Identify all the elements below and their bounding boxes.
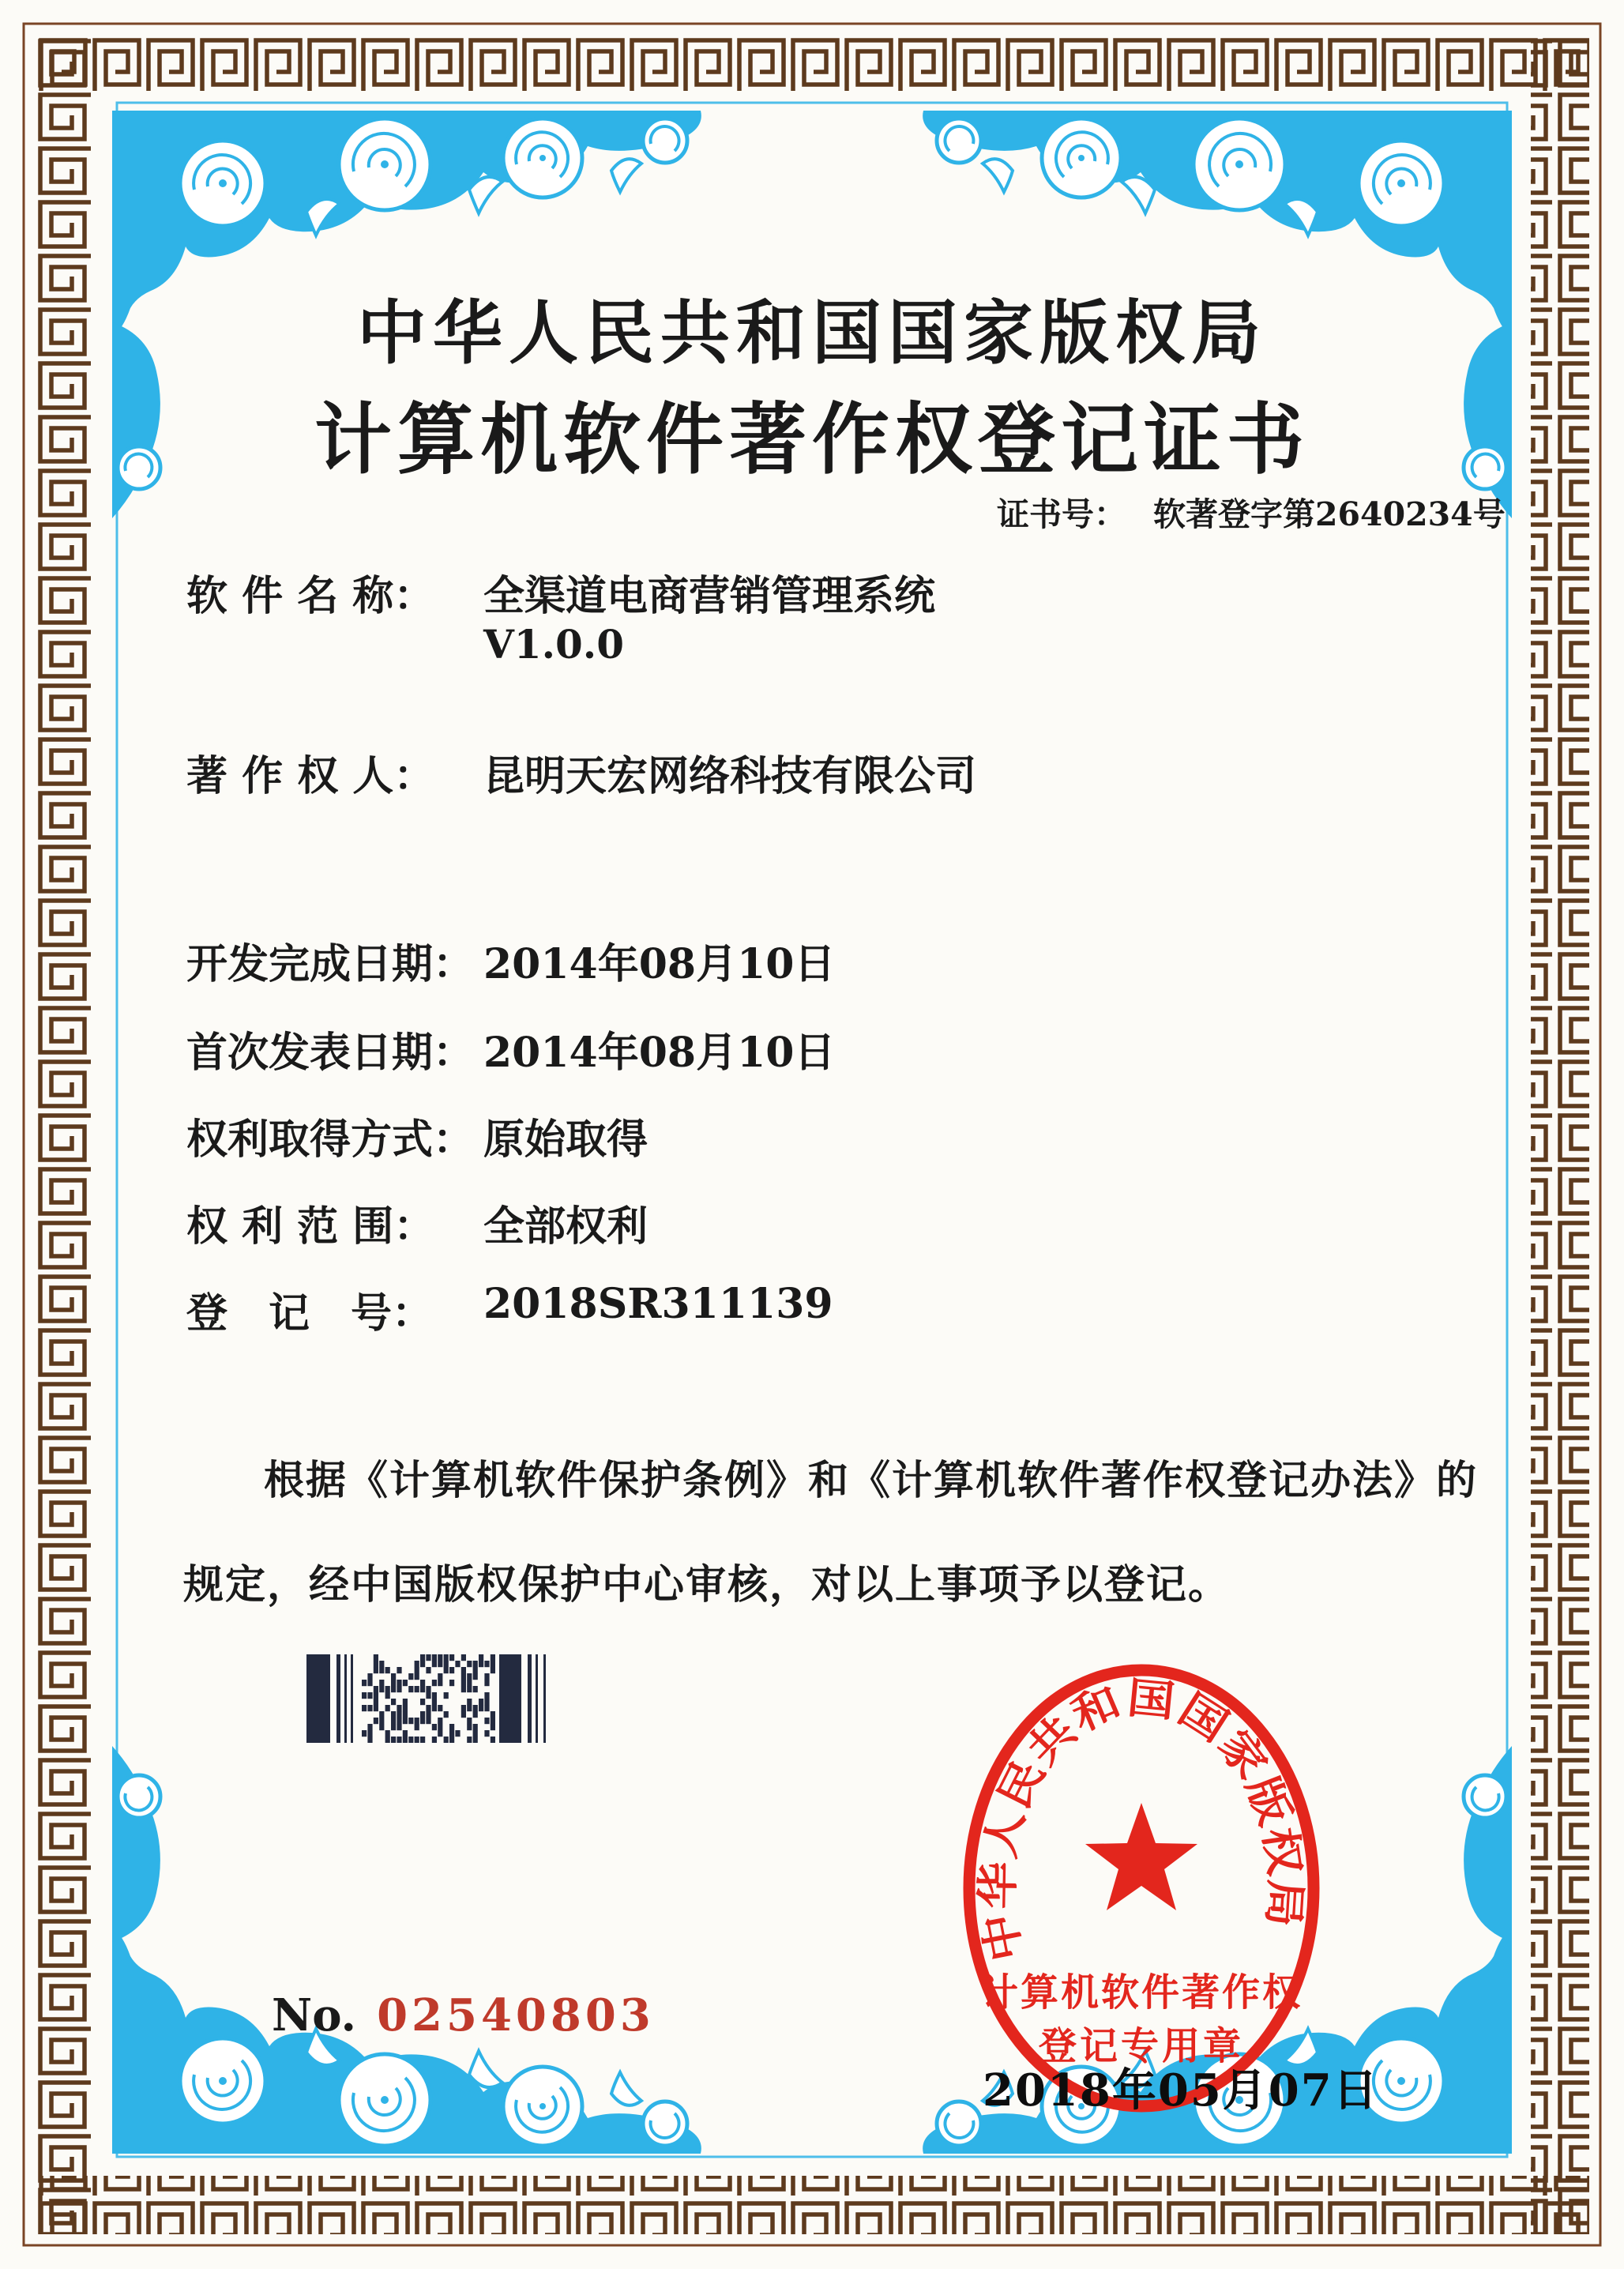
certificate-number-label: 证书号： [997, 495, 1126, 533]
corner-ornament-bottom-left [112, 1746, 701, 2154]
seal-star-icon [1085, 1803, 1197, 1910]
greek-key-border-top [35, 35, 1589, 93]
serial-number: 02540803 [377, 1989, 655, 2041]
stamp-date: 2018年05月07日 [983, 2064, 1379, 2117]
seal-line-1: 计算机软件著作权 [979, 1970, 1303, 2015]
field-row-copyright-owner [186, 743, 1419, 802]
field-row-right-acquisition [186, 1106, 1419, 1165]
certificate-number-line [997, 488, 1506, 535]
field-value: 原始取得 [483, 1116, 648, 1164]
software-version: V1.0.0 [483, 621, 624, 668]
serial-prefix: No. [272, 1989, 357, 2041]
field-label: 权利取得方式： [186, 1116, 475, 1164]
field-value: 昆明天宏网络科技有限公司 [483, 752, 977, 800]
field-label: 权 利 范 围： [186, 1202, 435, 1251]
seal-line-2: 登记专用章 [1038, 2024, 1245, 2068]
body-paragraph-line-1: 根据《计算机软件保护条例》和《计算机软件著作权登记办法》的 [264, 1457, 1479, 1504]
field-row-software-name [186, 563, 1419, 622]
body-paragraph-line-2: 规定，经中国版权保护中心审核，对以上事项予以登记。 [183, 1561, 1231, 1609]
field-row-first-publish-date [186, 1019, 1419, 1078]
seal-ring-text: 中华人民共和国国家版权局 [972, 1673, 1311, 1966]
certificate-number-value: 软著登字第2640234号 [1153, 495, 1506, 533]
field-label: 首次发表日期： [186, 1029, 475, 1077]
field-value: 2018SR311139 [483, 1280, 833, 1328]
field-label: 软 件 名 称： [186, 572, 435, 620]
field-row-registration-number [186, 1280, 1419, 1339]
field-value: 全部权利 [483, 1202, 648, 1251]
field-value: 全渠道电商营销管理系统 [483, 572, 936, 620]
certificate-title: 计算机软件著作权登记证书 [314, 394, 1310, 485]
serial-number-line [272, 1989, 655, 2041]
field-row-dev-complete-date [186, 931, 1419, 990]
greek-key-border-bottom [35, 2176, 1589, 2234]
field-label: 登 记 号： [186, 1289, 434, 1338]
field-label: 开发完成日期： [186, 940, 475, 988]
field-label: 著 作 权 人： [186, 752, 435, 800]
issuer-title: 中华人民共和国国家版权局 [356, 292, 1267, 374]
field-value: 2014年08月10日 [483, 940, 836, 988]
field-value: 2014年08月10日 [483, 1029, 836, 1077]
registration-barcode [306, 1654, 553, 1743]
field-row-right-scope [186, 1193, 1419, 1252]
